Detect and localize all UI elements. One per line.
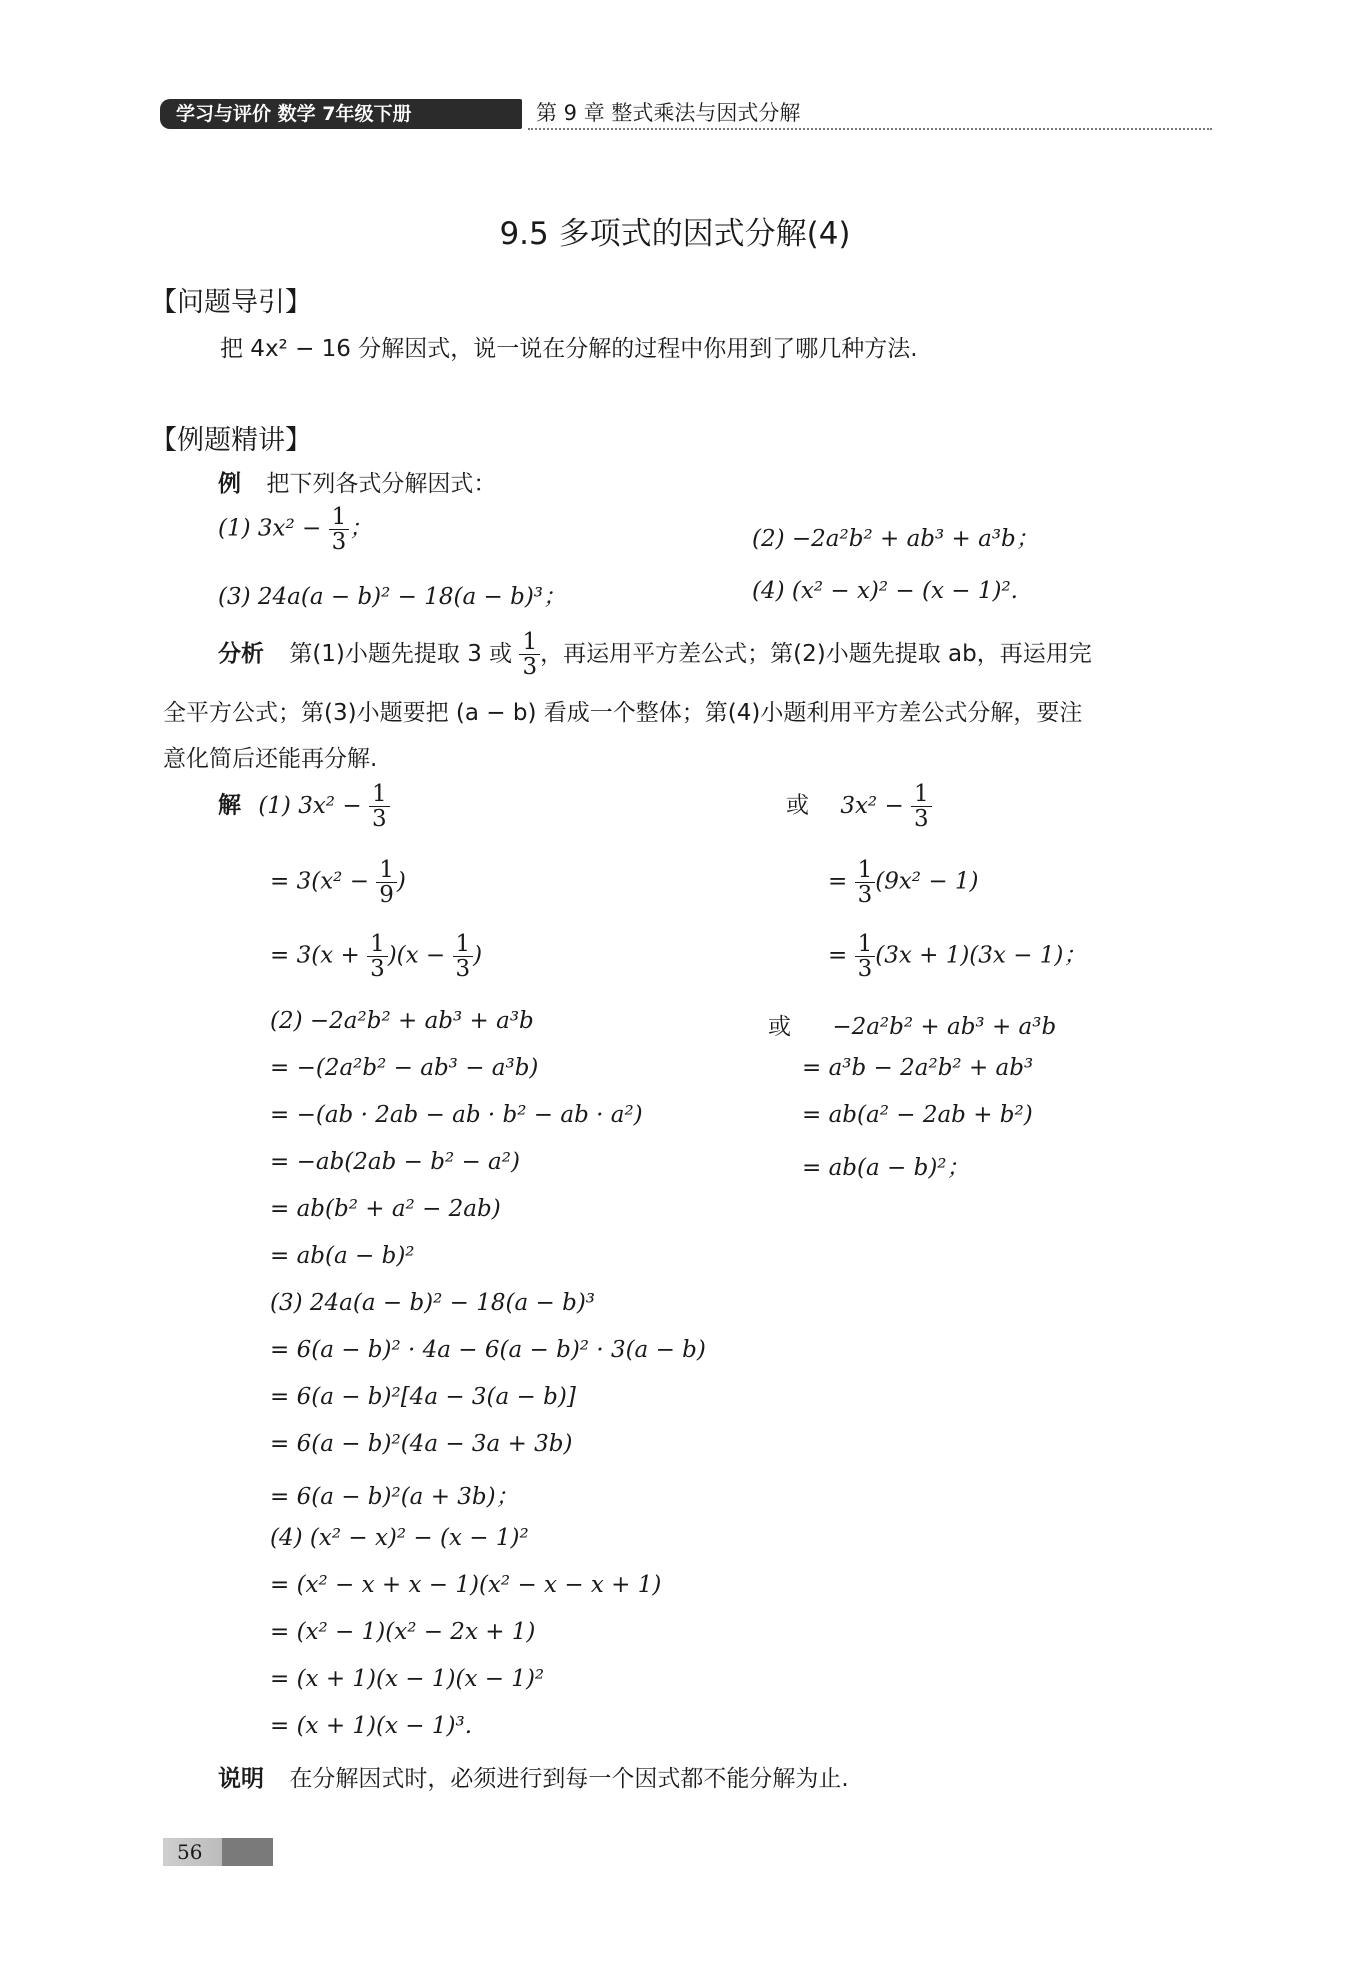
examples-heading: 【例题精讲】 — [150, 425, 312, 456]
solution-label: 解 — [218, 792, 241, 819]
analysis-fraction — [519, 630, 540, 679]
problem-1 — [218, 505, 372, 554]
analysis-text-a: 第(1)小题先提取 3 或 — [289, 641, 513, 668]
fraction-one-ninth — [376, 858, 397, 907]
frac-den: 3 — [455, 956, 471, 983]
note-label: 说明 — [218, 1766, 264, 1792]
frac-num: 1 — [855, 932, 876, 957]
fraction-one-third — [329, 505, 350, 554]
solution-1-l3c: ) — [473, 942, 483, 969]
analysis-line-1 — [218, 630, 1092, 679]
solution-3-line: = 6(a − b)² · 4a − 6(a − b)² · 3(a − b) — [270, 1337, 706, 1363]
solution-4-line: = (x² − 1)(x² − 2x + 1) — [270, 1619, 536, 1645]
solution-3-line: (3) 24a(a − b)² − 18(a − b)³ — [270, 1290, 596, 1316]
alt-1-line-3 — [828, 932, 1086, 981]
frac-num: 1 — [329, 505, 350, 530]
frac-den: 3 — [857, 956, 873, 983]
book-title-badge: 学习与评价 数学 7年级下册 — [160, 99, 522, 129]
equals-sign: = — [828, 868, 848, 895]
solution-4-line: = (x² − x + x − 1)(x² − x − x + 1) — [270, 1572, 662, 1598]
note-text: 在分解因式时，必须进行到每一个因式都不能分解为止. — [289, 1766, 849, 1792]
problem-1-semicolon: ； — [349, 515, 373, 542]
solution-1-l2b: ) — [396, 868, 406, 895]
alt-2-line: = a³b − 2a²b² + ab³ — [802, 1055, 1034, 1081]
example-prompt: 把下列各式分解因式： — [266, 471, 497, 497]
fraction-one-third — [855, 858, 876, 907]
problem-2: (2) −2a²b² + ab³ + a³b； — [752, 526, 1039, 552]
equals-sign: = — [828, 942, 848, 969]
guide-text: 把 4x² − 16 分解因式，说一说在分解的过程中你用到了哪几种方法. — [220, 336, 918, 362]
alt-1-l3b: (3x + 1)(3x − 1)； — [875, 942, 1087, 969]
solution-2-line: (2) −2a²b² + ab³ + a³b — [270, 1008, 534, 1034]
frac-den: 3 — [371, 806, 387, 833]
solution-2-line: = ab(a − b)² — [270, 1243, 415, 1269]
alt-1-line-1 — [786, 782, 932, 831]
solution-2-line: = −(2a²b² − ab³ − a³b) — [270, 1055, 539, 1081]
analysis-line-2: 全平方公式；第(3)小题要把 (a − b) 看成一个整体；第(4)小题利用平方差公式分解，要注 — [163, 700, 1083, 726]
solution-2-line: = ab(b² + a² − 2ab) — [270, 1196, 501, 1222]
alt-1-lead: 3x² − — [840, 792, 904, 819]
solution-4-line: (4) (x² − x)² − (x − 1)² — [270, 1525, 529, 1551]
or-label: 或 — [786, 792, 809, 819]
frac-den: 9 — [379, 882, 394, 909]
solution-1-lead: (1) 3x² − — [258, 792, 362, 819]
analysis-text-b: ，再运用平方差公式；第(2)小题先提取 ab，再运用完 — [540, 641, 1092, 668]
example-label: 例 — [218, 471, 241, 497]
frac-num: 1 — [911, 782, 932, 807]
problem-3: (3) 24a(a − b)² − 18(a − b)³； — [218, 584, 567, 610]
analysis-label: 分析 — [218, 641, 264, 668]
solution-1-l2a: = 3(x² − — [270, 868, 369, 895]
solution-1-line-3 — [270, 932, 482, 981]
solution-4-line: = (x + 1)(x − 1)(x − 1)² — [270, 1666, 545, 1692]
frac-num: 1 — [855, 858, 876, 883]
alt-1-line-2 — [828, 858, 979, 907]
frac-num: 1 — [367, 932, 388, 957]
section-title: 9.5 多项式的因式分解(4) — [499, 216, 851, 252]
solution-1-line-1 — [218, 782, 390, 831]
problem-1-text: (1) 3x² − — [218, 515, 322, 542]
frac-den: 3 — [331, 529, 347, 556]
alt-2-line-1 — [768, 1008, 1056, 1041]
solution-2-line: = −(ab · 2ab − ab · b² − ab · a²) — [270, 1102, 643, 1128]
solution-4-line: = (x + 1)(x − 1)³. — [270, 1713, 473, 1739]
frac-den: 3 — [522, 654, 538, 681]
analysis-line-3: 意化简后还能再分解. — [163, 746, 378, 772]
frac-den: 3 — [370, 956, 385, 983]
chapter-title: 第 9 章 整式乘法与因式分解 — [536, 101, 801, 125]
solution-1-l3a: = 3(x + — [270, 942, 360, 969]
solution-3-line: = 6(a − b)²[4a − 3(a − b)] — [270, 1384, 576, 1410]
note — [218, 1760, 849, 1793]
solution-3-line: = 6(a − b)²(a + 3b)； — [270, 1484, 519, 1510]
frac-num: 1 — [376, 858, 397, 883]
guide-heading: 【问题导引】 — [150, 287, 312, 318]
frac-den: 3 — [857, 882, 873, 909]
page-number-tab — [222, 1838, 273, 1866]
header-rule — [528, 128, 1212, 130]
alt-2-line: = ab(a² − 2ab + b²) — [802, 1102, 1033, 1128]
solution-3-line: = 6(a − b)²(4a − 3a + 3b) — [270, 1431, 573, 1457]
fraction-one-third — [367, 932, 388, 981]
alt-2-line: = ab(a − b)²； — [802, 1155, 970, 1181]
frac-den: 3 — [914, 806, 929, 833]
fraction-one-third — [453, 932, 474, 981]
problem-4: (4) (x² − x)² − (x − 1)². — [752, 578, 1018, 604]
alt-1-l2b: (9x² − 1) — [875, 868, 979, 895]
solution-1-l3b: )(x − — [387, 942, 446, 969]
alt-2-lead: −2a²b² + ab³ + a³b — [832, 1014, 1057, 1040]
frac-num: 1 — [369, 782, 390, 807]
or-label: 或 — [768, 1014, 791, 1040]
frac-num: 1 — [453, 932, 474, 957]
page-number: 56 — [163, 1838, 273, 1866]
frac-num: 1 — [519, 630, 540, 655]
fraction-one-third — [911, 782, 932, 831]
fraction-one-third — [855, 932, 876, 981]
solution-2-line: = −ab(2ab − b² − a²) — [270, 1149, 520, 1175]
fraction-one-third — [369, 782, 390, 831]
solution-1-line-2 — [270, 858, 406, 907]
